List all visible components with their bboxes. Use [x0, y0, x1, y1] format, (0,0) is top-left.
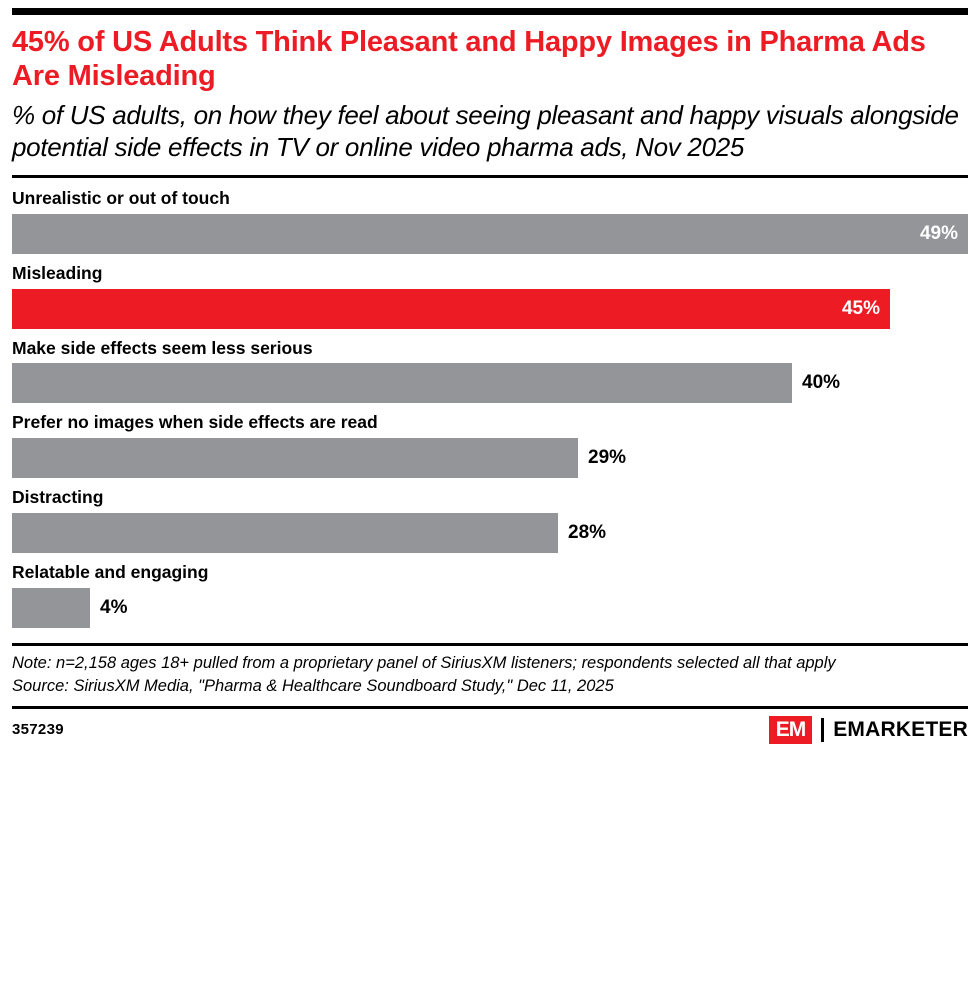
bar	[12, 513, 558, 553]
chart-id: 357239	[12, 721, 64, 739]
bar-value-label: 49%	[919, 222, 958, 244]
bar-value-label: 4%	[100, 597, 128, 619]
bar-row	[12, 412, 968, 478]
footer	[12, 716, 968, 744]
subtitle-rule	[12, 175, 968, 178]
notes-rule	[12, 643, 968, 646]
bar-value-label: 28%	[568, 522, 607, 544]
bar-category-label: Prefer no images when side effects are read	[12, 412, 378, 433]
brand-mark: EM	[769, 716, 813, 744]
bar-category-label: Relatable and engaging	[12, 562, 209, 583]
bar-category-label: Misleading	[12, 262, 103, 283]
bar-row	[12, 263, 968, 329]
bar-category-label: Distracting	[12, 487, 104, 508]
bar	[12, 363, 792, 403]
bar-row	[12, 487, 968, 553]
bar	[12, 438, 578, 478]
chart-source: Source: SiriusXM Media, "Pharma & Healthcare Soundboard Study," Dec 11, 2025	[12, 676, 614, 695]
bar-category-label: Unrealistic or out of touch	[12, 187, 230, 208]
bar-track	[12, 588, 968, 628]
bar-track	[12, 513, 968, 553]
bar-value-label: 29%	[588, 447, 627, 469]
bar-row	[12, 338, 968, 404]
chart-subtitle: % of US adults, on how they feel about seeing pleasant and happy visuals alongside potential side effects in TV or online video pharma ads, Nov 2025	[12, 100, 959, 162]
bar-value-label: 45%	[841, 297, 880, 319]
bar-track	[12, 214, 968, 254]
bar	[12, 214, 968, 254]
chart-note: Note: n=2,158 ages 18+ pulled from a proprietary panel of SiriusXM listeners; respondents selected all that apply	[12, 654, 836, 673]
bar-value-label: 40%	[802, 372, 841, 394]
bar-row	[12, 188, 968, 254]
top-rule	[12, 8, 968, 15]
bar-track	[12, 289, 968, 329]
bar-category-label: Make side effects seem less serious	[12, 337, 313, 358]
brand-name: EMARKETER	[833, 717, 968, 741]
bar-chart	[12, 188, 968, 637]
bar-track	[12, 363, 968, 403]
page-title: 45% of US Adults Think Pleasant and Happy Images in Pharma Ads Are Misleading	[12, 26, 926, 93]
brand-divider	[821, 718, 824, 742]
footer-rule	[12, 706, 968, 709]
bar-row	[12, 562, 968, 628]
brand-logo	[769, 716, 968, 744]
bar	[12, 289, 890, 329]
bar-track	[12, 438, 968, 478]
bar	[12, 588, 90, 628]
